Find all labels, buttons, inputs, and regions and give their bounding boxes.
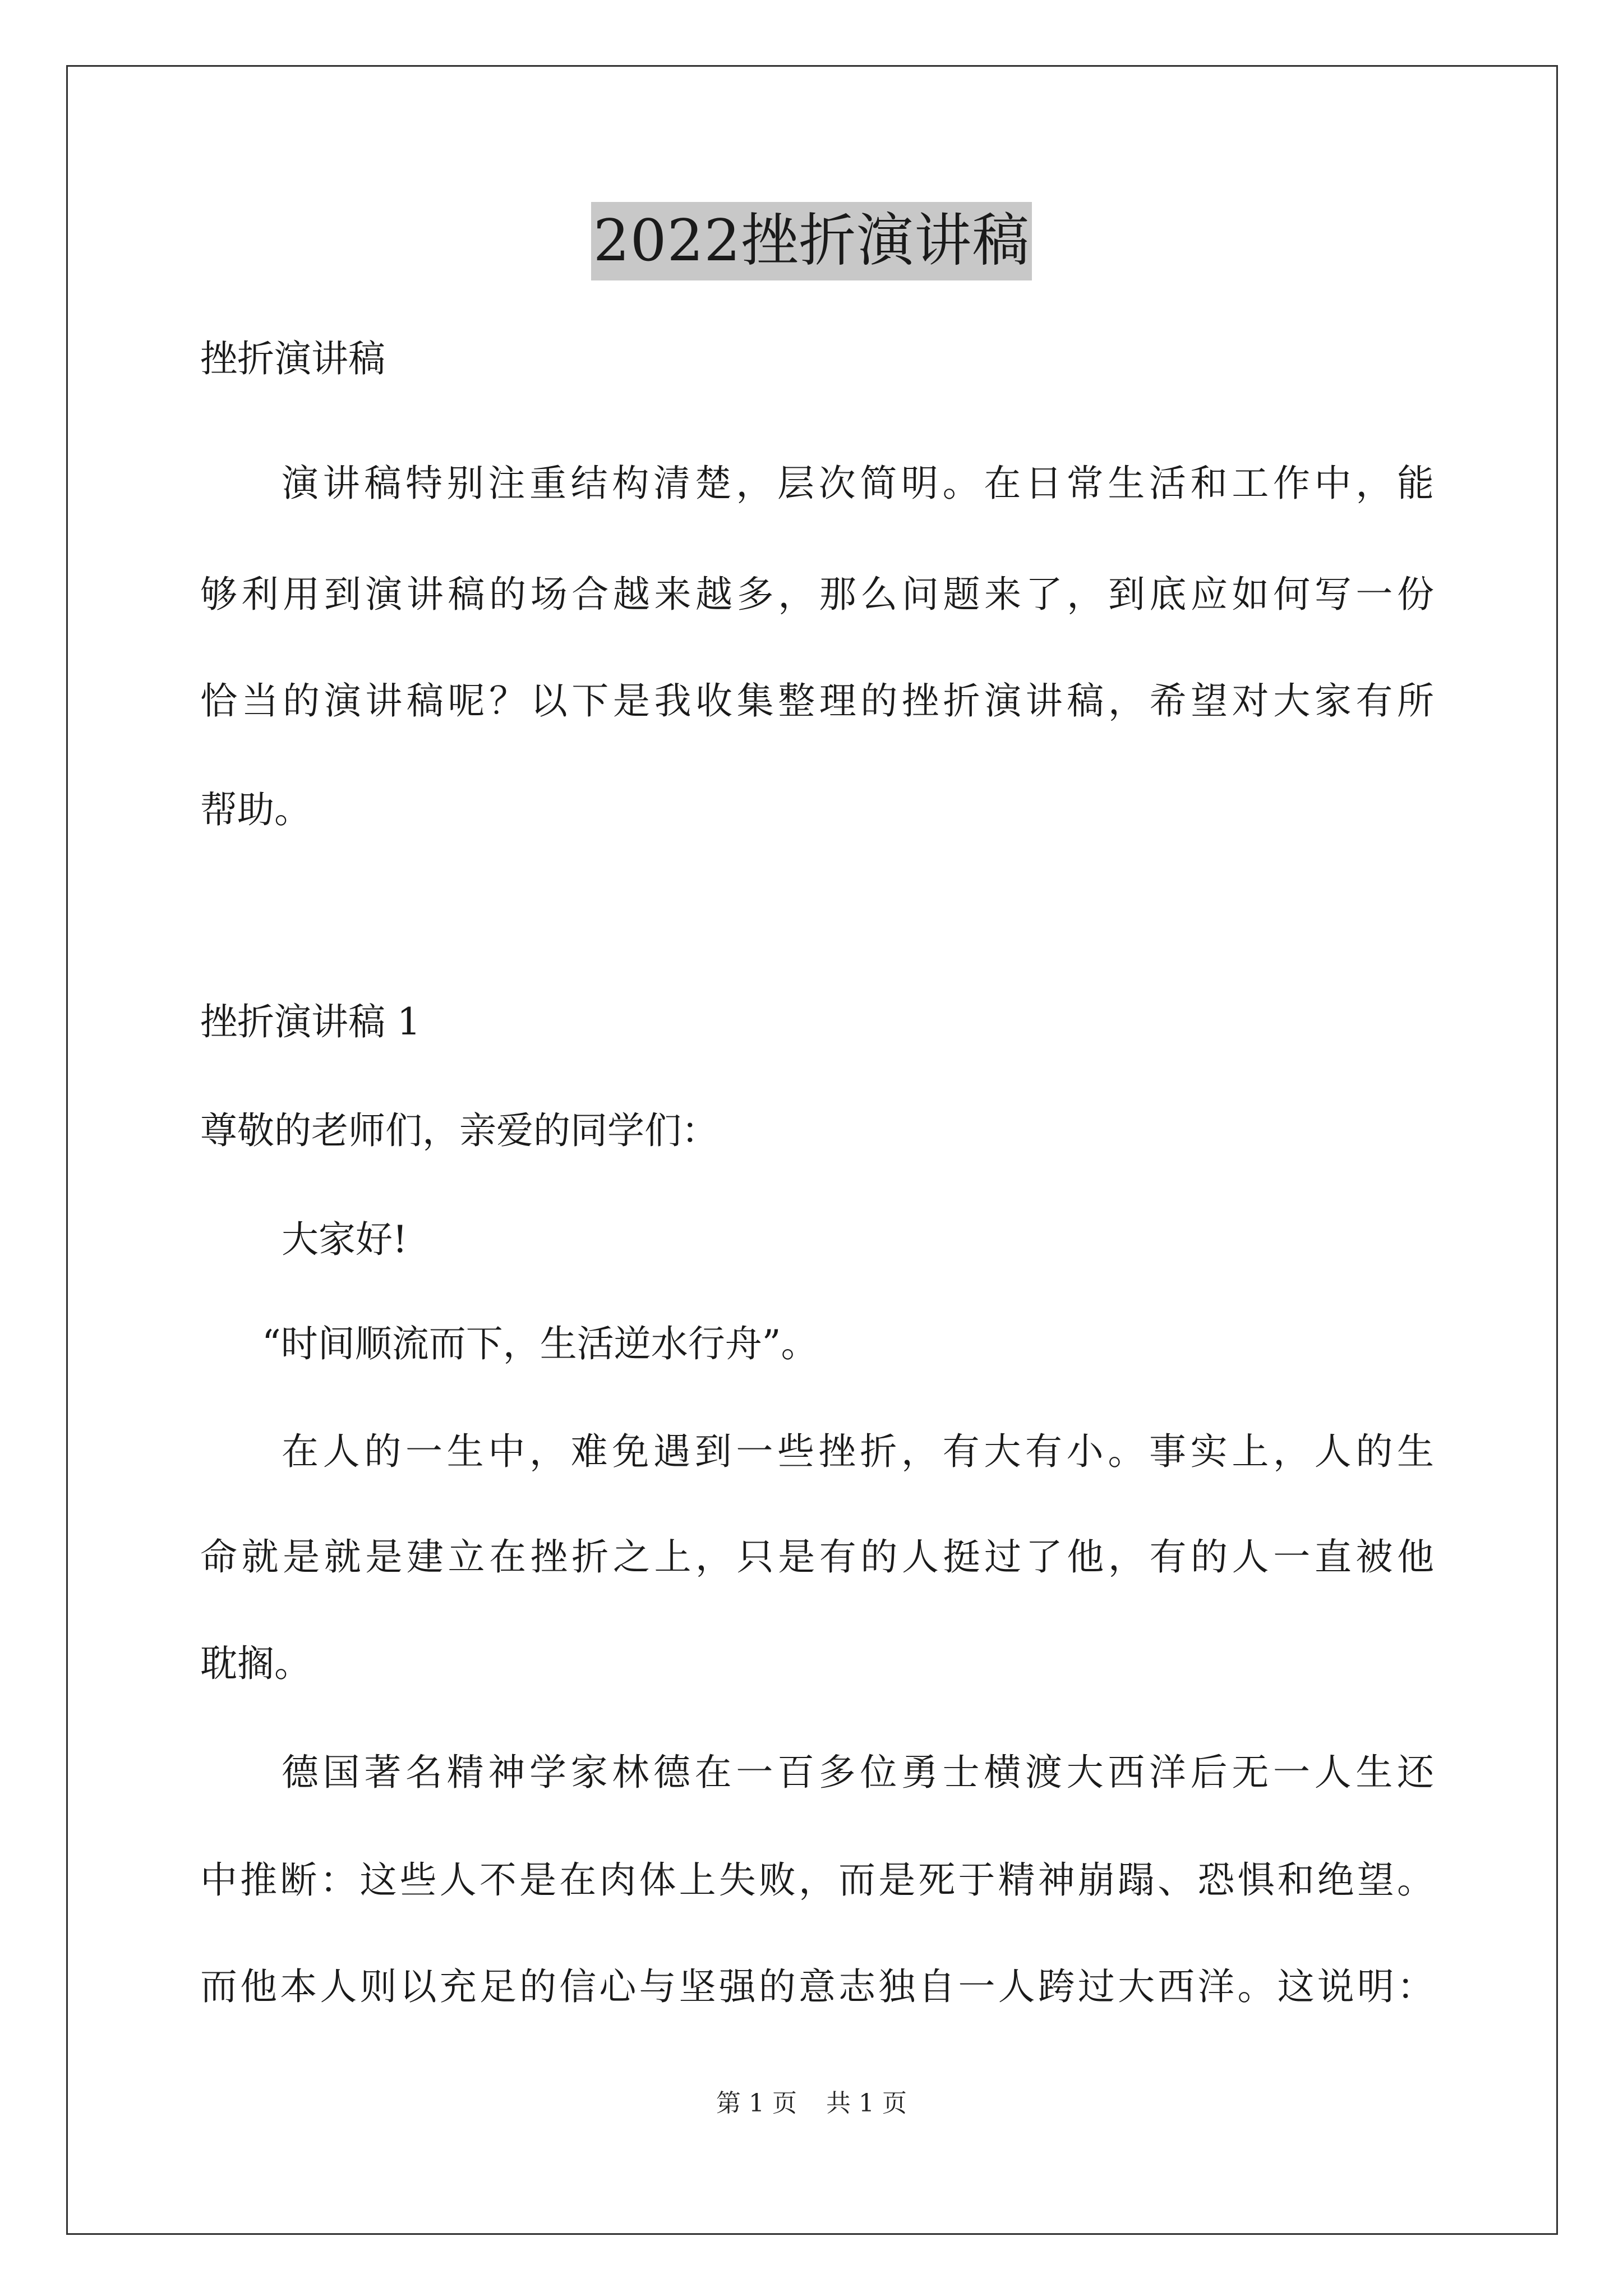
paragraph-line: 而他本人则以充足的信心与坚强的意志独自一人跨过大西洋。这说明： (200, 1965, 1434, 2008)
page-footer (0, 2087, 1623, 2120)
paragraph-line: 在人的一生中，难免遇到一些挫折，有大有小。事实上，人的生 (282, 1430, 1434, 1473)
paragraph-line: 德国著名精神学家林德在一百多位勇士横渡大西洋后无一人生还 (282, 1751, 1434, 1794)
salutation: 尊敬的老师们，亲爱的同学们： (200, 1109, 718, 1152)
quote-line: “时间顺流而下，生活逆水行舟”。 (262, 1322, 818, 1365)
section-heading: 挫折演讲稿 1 (200, 1000, 421, 1043)
page-total: 共 1 页 (826, 2089, 907, 2118)
paragraph-line: 够利用到演讲稿的场合越来越多，那么问题来了，到底应如何写一份 (200, 573, 1434, 616)
title-container (0, 202, 1623, 280)
paragraph-line: 帮助。 (200, 788, 311, 831)
paragraph-line: 中推断：这些人不是在肉体上失败，而是死于精神崩蹋、恐惧和绝望。 (200, 1858, 1434, 1902)
paragraph-line: 演讲稿特别注重结构清楚，层次简明。在日常生活和工作中，能 (282, 462, 1434, 505)
paragraph-line: 耽搁。 (200, 1642, 311, 1685)
paragraph-line: 恰当的演讲稿呢？以下是我收集整理的挫折演讲稿，希望对大家有所 (200, 679, 1434, 723)
paragraph-line: 命就是就是建立在挫折之上，只是有的人挺过了他，有的人一直被他 (200, 1535, 1434, 1579)
document-title: 2022挫折演讲稿 (591, 202, 1032, 280)
greeting: 大家好! (282, 1218, 408, 1261)
page-number: 第 1 页 (716, 2089, 797, 2118)
section-heading: 挫折演讲稿 (200, 337, 385, 380)
